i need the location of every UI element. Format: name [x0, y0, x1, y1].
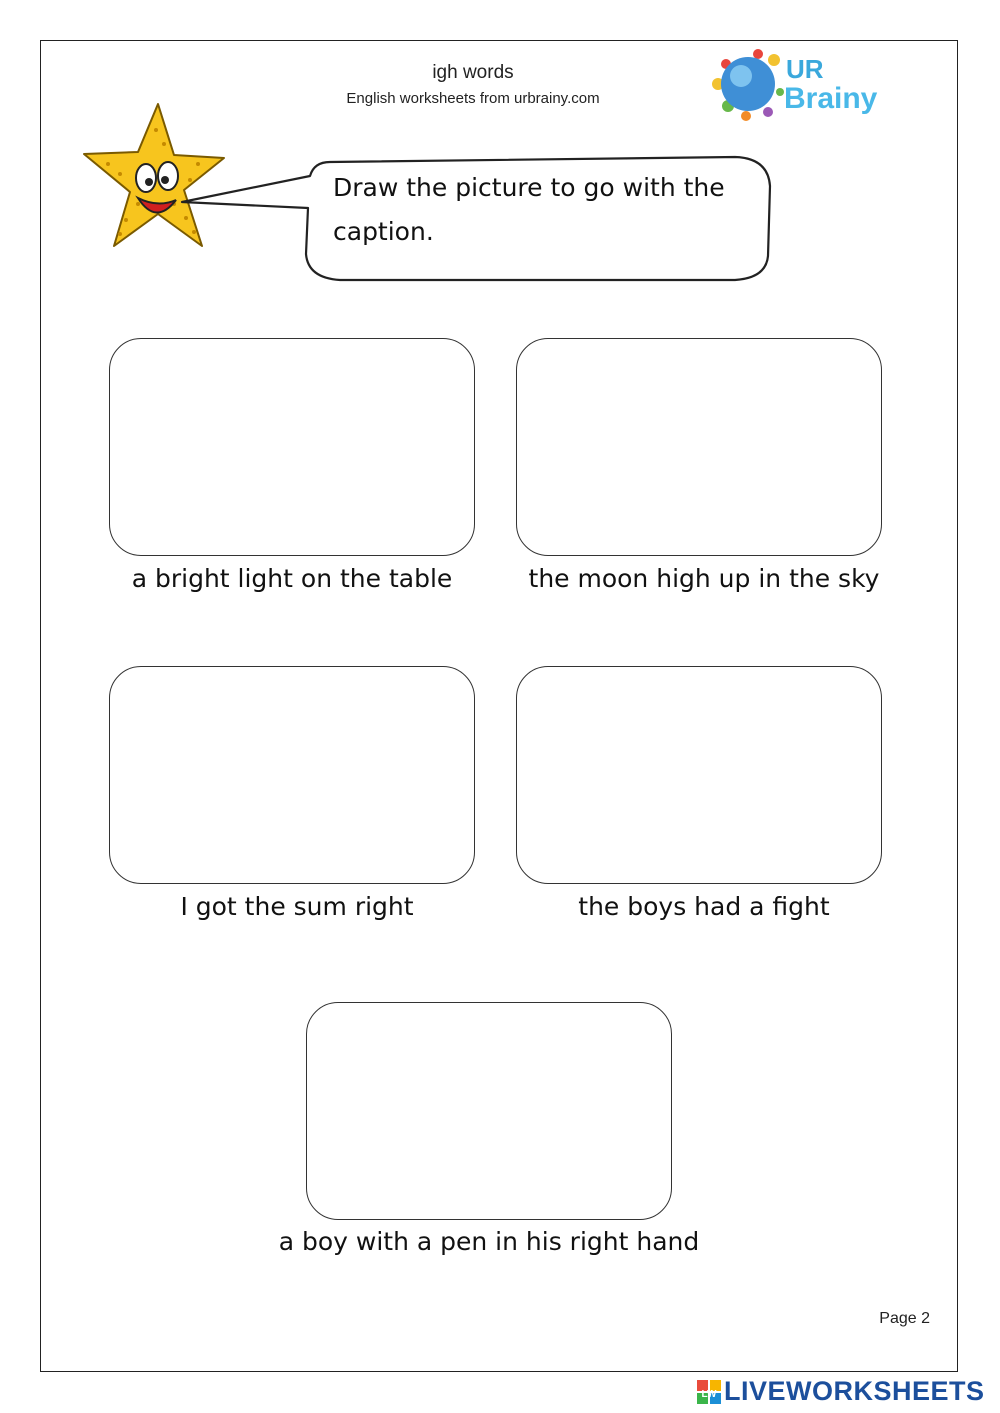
- caption-4: the boys had a fight: [578, 892, 830, 921]
- svg-text:LW: LW: [701, 1389, 717, 1400]
- instruction-text: Draw the picture to go with the caption.: [333, 173, 725, 246]
- worksheet-title: igh words: [432, 62, 514, 83]
- liveworksheets-watermark: LIVEWORKSHEETS: [724, 1376, 985, 1406]
- svg-text:UR: UR: [786, 54, 824, 84]
- worksheet-subtitle: English worksheets from urbrainy.com: [346, 90, 600, 107]
- urbrainy-logo: [708, 44, 902, 124]
- drawing-box-2[interactable]: [516, 338, 882, 556]
- drawing-box-4[interactable]: [516, 666, 882, 884]
- caption-2: the moon high up in the sky: [528, 564, 880, 593]
- svg-text:Brainy: Brainy: [784, 82, 878, 115]
- caption-3: I got the sum right: [180, 892, 414, 921]
- drawing-box-3[interactable]: [109, 666, 475, 884]
- page-number: Page 2: [879, 1310, 930, 1327]
- drawing-box-1[interactable]: [109, 338, 475, 556]
- drawing-box-5[interactable]: [306, 1002, 672, 1220]
- liveworksheets-logo-icon: [697, 1380, 721, 1404]
- caption-1: a bright light on the table: [131, 564, 453, 593]
- caption-5: a boy with a pen in his right hand: [278, 1227, 700, 1256]
